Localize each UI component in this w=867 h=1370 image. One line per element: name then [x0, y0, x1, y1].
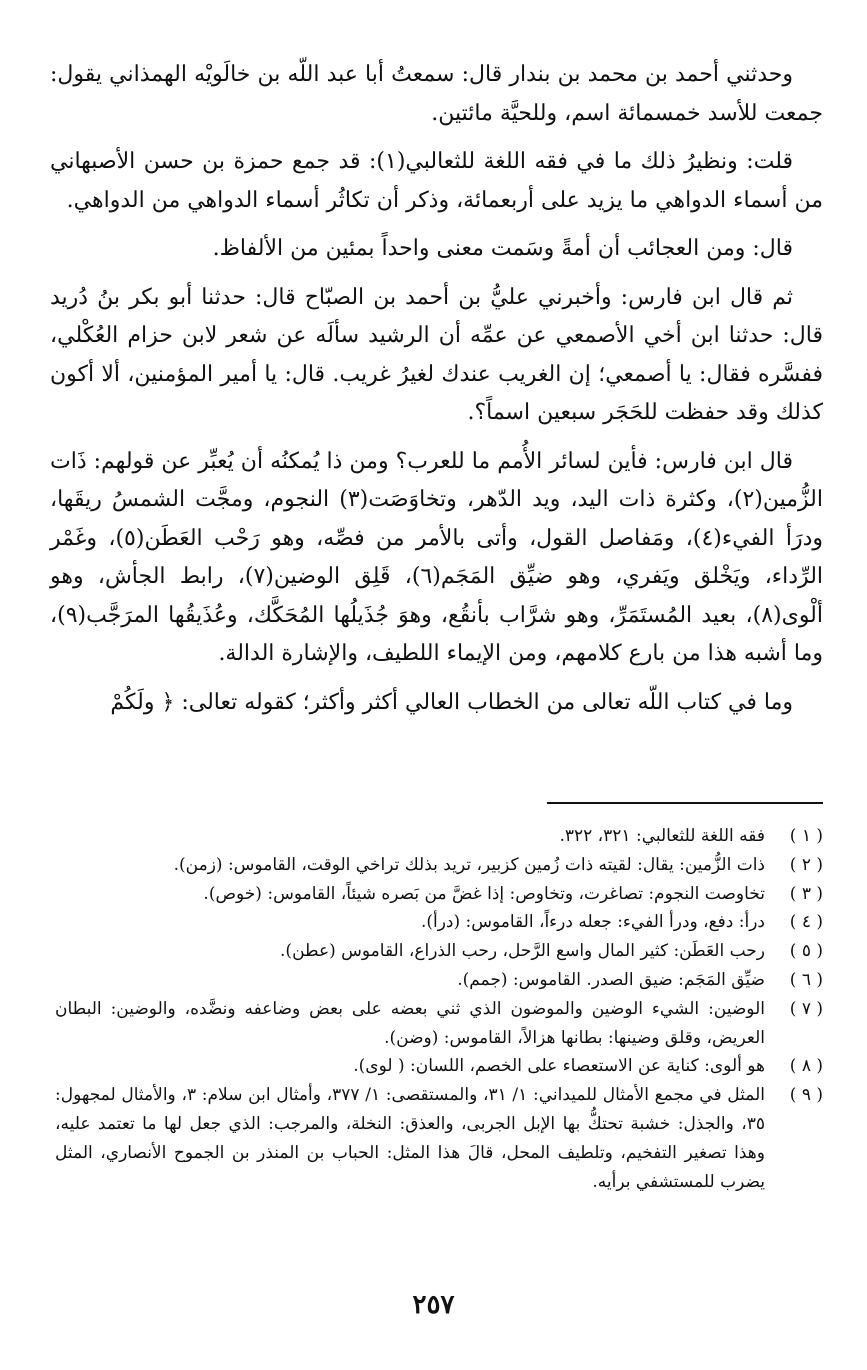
paragraph: ثم قال ابن فارس: وأخبرني عليُّ بن أحمد بن الصبّاح قال: حدثنا أبو بكر بنُ دُريد قال: حدثنا ابن أخي الأصمعي عن عمِّه أن الرشيد سألَه عن شعر لابن حزام العُكْلي، ففسَّره فقال: يا أصمعي؛ إن الغريب عندك لغيرُ غريب. قال: يا أمير المؤمنين، ألا أكون كذلك وقد حفظت للحَجَر سبعين اسماً؟. [50, 284, 823, 425]
paragraph: قلت: ونظيرُ ذلك ما في فقه اللغة للثعالبي(١): قد جمع حمزة بن حسن الأصبهاني من أسماء الدواهي ما يزيد على أربعمائة، وذكر أن تكاثُر أسماء الدواهي من الدواهي. [50, 149, 823, 213]
footnote [55, 995, 823, 1053]
page-number: ٢٥٧ [412, 1290, 455, 1320]
footnote-number: ( ٩ ) [789, 1085, 823, 1106]
footnote-number: ( ١ ) [789, 826, 823, 846]
footnote-separator [547, 802, 823, 804]
footnote [55, 851, 823, 880]
footnote [55, 966, 823, 995]
footnote-number: ( ٨ ) [789, 1056, 823, 1077]
footnote [55, 822, 823, 851]
footnote-text: تخاوصت النجوم: تصاغرت، وتخاوص: إذا غضَّ من بَصره شيئاً، القاموس: (خوص). [203, 883, 765, 904]
paragraph: قال: ومن العجائب أن أمةً وسَمت معنى واحداً بمئين من الألفاظ. [212, 236, 793, 261]
footnote-text: هو ألوى: كناية عن الاستعصاء على الخصم، اللسان: ( لوى). [353, 1056, 765, 1077]
footnote [55, 1081, 823, 1196]
footnote-number: ( ٣ ) [789, 883, 823, 904]
footnote-number: ( ٢ ) [789, 854, 823, 875]
paragraph: قال ابن فارس: فأين لسائر الأُمم ما للعرب؟ ومن ذا يُمكنُه أن يُعبِّر عن قولهم: ذَات الزُّمين(٢)، وكثرة ذات اليد، ويد الدّهر، وتخاوَصَت(٣) النجوم، ومجَّت الشمسُ ريقَها، ودرَأ الفيء(٤)، ومَفاصل القول، وأتى بالأمر من فصِّه، وهو رَحْب العَطَن(٥)، وغَمْر الرِّداء، ويَخْلق ويَفري، وهو ضيِّق المَجَم(٦)، قَلِق الوضين(٧)، رابط الجأش، وهو ألْوى(٨)، بعيد المُستَمَرِّ، وهو شرَّاب بأنقُع، وهوَ جُذَيلُها المُحَكَّك، وعُذَيقُها المرَجَّب(٩)، وما أشبه هذا من بارع كلامهم، ومن الإيماء اللطيف، والإشارة الدالة. [50, 448, 824, 666]
footnote-text: فقه اللغة للثعالبي: ٣٢١، ٣٢٢. [559, 826, 765, 846]
footnote-number: ( ٤ ) [789, 912, 823, 933]
paragraph: وما في كتاب اللّه تعالى من الخطاب العالي أكثر وأكثر؛ كقوله تعالى: ﴿ ولَكُمْ [110, 689, 793, 715]
footnote-text: ذات الزُّمين: يقال: لقيته ذات زُمين كزبير، تريد بذلك تراخي الوقت، القاموس: (زمن). [173, 854, 765, 875]
main-text [50, 56, 823, 732]
paragraph: وحدثني أحمد بن محمد بن بندار قال: سمعتُ أبا عبد اللّه بن خالَويْه الهمذاني يقول: جمعت للأسد خمسمائة اسم، وللحيَّة مائتين. [50, 62, 823, 126]
footnote-number: ( ٥ ) [789, 941, 823, 962]
footnote-text: رحب العَطَن: كثير المال واسع الرَّحل، رحب الذراع، القاموس (عطن). [280, 941, 765, 962]
footnote-number: ( ٦ ) [789, 969, 823, 990]
footnote-text: ضيِّق المَجَم: ضيق الصدر. القاموس: (جمم). [457, 969, 765, 990]
footnote [55, 1052, 823, 1081]
footnote-number: ( ٧ ) [789, 998, 823, 1019]
footnotes [55, 822, 823, 1196]
footnote [55, 908, 823, 937]
footnote-text: المثل في مجمع الأمثال للميداني: ١/ ٣١، والمستقصى: ١/ ٣٧٧، وأمثال ابن سلام: ٣، والأمثال لمجهول: ٣٥، والجذل: خشبة تحتكُّ بها الإبل الجربى، والعذق: النخلة، والمرجب: الذي جعل لها ما تعتمد عليه، وهذا تصغير التفخيم، وتلطيف المحل، قالَ هذا المثل: الحباب بن المنذر بن الجموح الأنصاري، المثل يضرب للمستشفي برأيه. [55, 1085, 766, 1192]
footnote-text: الوضين: الشيء الوضين والموضون الذي ثني بعضه على بعض وضاعفه ونضَّده، والوضين: البطان العريض، وقلق وضينها: بطانها هزالاً، القاموس: (وضن). [55, 998, 765, 1048]
footnote [55, 937, 823, 966]
footnote-text: درأ: دفع، ودرأ الفيء: جعله درءاً، القاموس: (درأ). [420, 912, 765, 933]
footnote [55, 880, 823, 909]
